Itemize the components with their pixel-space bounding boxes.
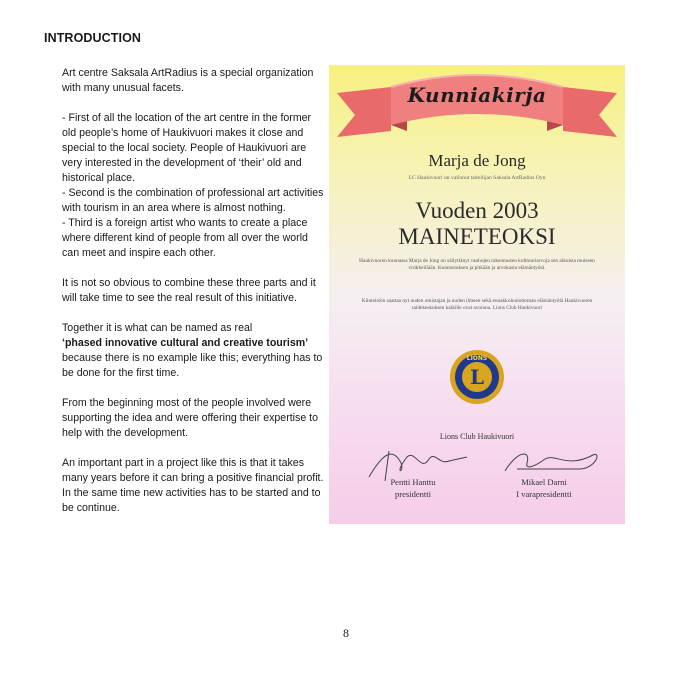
emblem-letter: L [469, 365, 485, 389]
paragraph: - Second is the combination of professional art activities with tourism in an area where is almost nothing. [62, 187, 324, 214]
signer-block [353, 476, 473, 500]
signer-name: Mikael Darni [521, 477, 567, 487]
certificate-ribbon-title: Kunniakirja [407, 83, 547, 107]
paragraph: From the beginning most of the people involved were supporting the idea and were offering their expertise to help with the development. [62, 397, 318, 439]
certificate-image [329, 65, 625, 524]
paragraph: An important part in a project like this is that it takes many years before it can bring a positive financial profit. In the same time new activities has to be started and to be continue. [62, 457, 324, 514]
title-line: MAINETEOKSI [398, 224, 556, 249]
paragraph: Together it is what can be named as real [62, 322, 253, 334]
signer-role: presidentti [395, 489, 431, 499]
club-name: Lions Club Haukivuori [439, 432, 515, 441]
page-number: 8 [343, 626, 349, 640]
emblem-ring-text: LIONS [466, 355, 488, 362]
certificate-title [329, 198, 625, 250]
recipient-name: Marja de Jong [428, 151, 526, 170]
paragraph: - Third is a foreign artist who wants to create a place where different kind of people from all over the world can meet and inspire each other. [62, 217, 308, 259]
lions-emblem-icon [449, 349, 505, 405]
intro-text [62, 66, 324, 516]
signer-name: Pentti Hanttu [390, 477, 436, 487]
signer-block [484, 476, 604, 500]
highlight-phrase: ‘phased innovative cultural and creative tourism’ [62, 337, 309, 349]
title-line: Vuoden 2003 [415, 198, 539, 223]
paragraph: It is not so obvious to combine these three parts and it will take time to see the real result of this initiative. [62, 277, 316, 304]
signer-role: I varapresidentti [516, 489, 572, 499]
certificate-subtitle: LC Haukivuori on valinnut taiteilijan Saksala ArtRadius Oyn [408, 175, 546, 181]
certificate-paragraph: Haukivuoren kunnassa Marja de Jong on säilyttänyt vanhojen rakennusten kulttuuriarvoja sen alkuista muiseen virikkeillään. Kunnostuksen ja pitkään ja arvokasta elämäntyötä. [359, 258, 595, 272]
paragraph: because there is no example like this; everything has to be done for the first time. [62, 352, 323, 379]
certificate-paragraph: Kiinteistön saattaa nyt uuden omistajan ja uuden ilmeen sekä ennakkoluulottoman elämäntyötä Haukivuoren taidekeskuksen kaikille ovat avoinna. Lions Club Haukivuori [361, 298, 593, 312]
signature-2 [497, 445, 607, 479]
paragraph: - First of all the location of the art centre in the former old people’s home of Haukivuori makes it close and special to the local society. People of Haukivuori are very interested in the development of ‘their’ old and historical place. [62, 112, 312, 184]
paragraph: Art centre Saksala ArtRadius is a special organization with many unusual facets. [62, 67, 314, 94]
section-heading: INTRODUCTION [44, 31, 142, 45]
